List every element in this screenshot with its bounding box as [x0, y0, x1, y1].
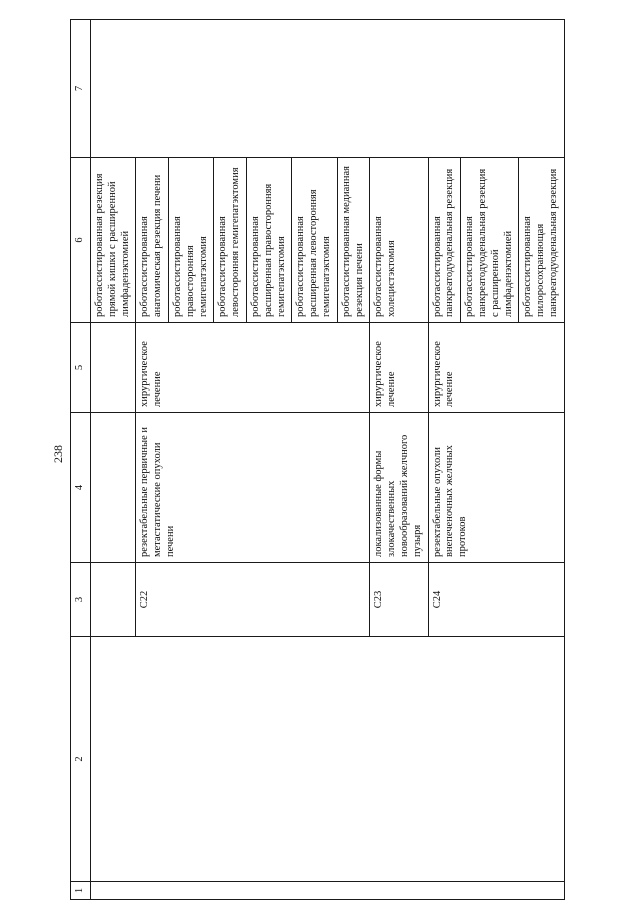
header-row [71, 20, 91, 900]
table-row [91, 20, 136, 900]
col-header-7: 7 [71, 20, 91, 158]
method-cell: роботассистированная анатомическая резекция печени [136, 158, 169, 323]
col-header-3: 3 [71, 563, 91, 637]
treatment-cell: хирургическое лечение [370, 323, 428, 413]
col7-cell [91, 20, 565, 158]
code-cell [91, 563, 136, 637]
diagnosis-cell: локализованные формы злокачественных новообразований желчного пузыря [370, 413, 428, 563]
rotated-table-wrapper [70, 20, 560, 900]
treatment-cell [91, 323, 136, 413]
method-cell: роботассистированная холецистэктомия [370, 158, 428, 323]
method-cell: роботассистированная панкреатодуоденальная резекция с расширенной лимфаденэктомией [461, 158, 519, 323]
treatment-cell: хирургическое лечение [428, 323, 564, 413]
diagnosis-cell: резектабельные опухоли внепеченочных желчных протоков [428, 413, 564, 563]
col-header-4: 4 [71, 413, 91, 563]
method-cell: роботассистированная резекция прямой кишки с расширенной лимфаденэктомией [91, 158, 136, 323]
method-cell: роботассистированная медианная резекция печени [337, 158, 370, 323]
method-cell: роботассистированная пилоросохраняющая панкреатодуоденальная резекция [519, 158, 564, 323]
code-cell: C24 [428, 563, 564, 637]
diagnosis-cell [91, 413, 136, 563]
method-cell: роботассистированная левосторонняя гемигепатэктомия [214, 158, 247, 323]
col-header-2: 2 [71, 637, 91, 882]
col-header-5: 5 [71, 323, 91, 413]
method-cell: роботассистированная расширенная левосторонняя гемигепатэктомия [292, 158, 337, 323]
col-header-1: 1 [71, 882, 91, 900]
col1-cell [91, 882, 565, 900]
code-cell: C22 [136, 563, 370, 637]
col2-cell [91, 637, 565, 882]
treatment-cell: хирургическое лечение [136, 323, 370, 413]
method-cell: роботассистированная правосторонняя гемигепатэктомия [168, 158, 213, 323]
code-cell: C23 [370, 563, 428, 637]
page-number: 238 [51, 445, 65, 463]
diagnosis-cell: резектабельные первичные и метастатические опухоли печени [136, 413, 370, 563]
method-cell: роботассистированная расширенная правосторонняя гемигепатэктомия [246, 158, 291, 323]
col-header-6: 6 [71, 158, 91, 323]
method-cell: роботассистированная панкреатодуоденальная резекция [428, 158, 461, 323]
procedures-table [70, 19, 565, 900]
